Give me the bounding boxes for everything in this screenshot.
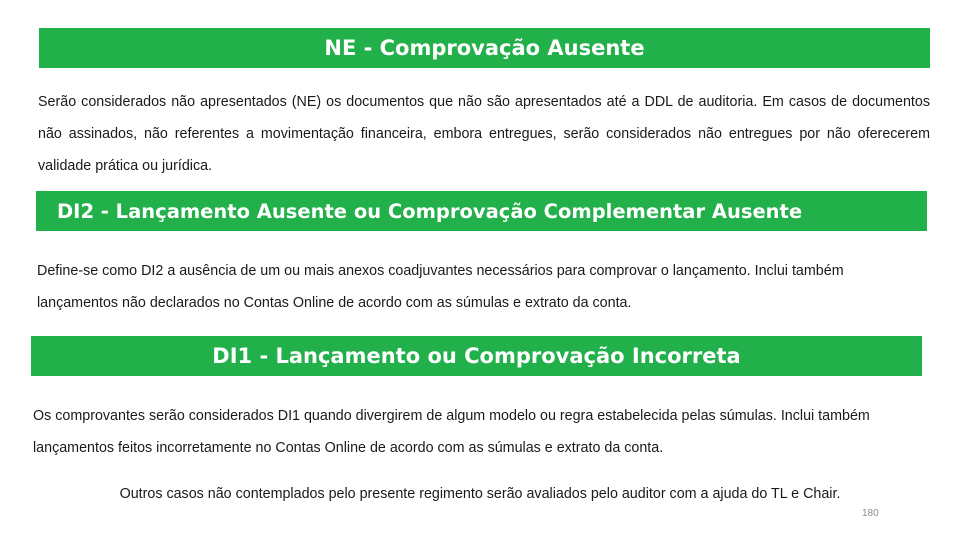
- section-title-ne: NE - Comprovação Ausente: [39, 28, 930, 68]
- section-text-di2: Define-se como DI2 a ausência de um ou mais anexos coadjuvantes necessários para comprovar o lançamento. Inclui também lançamentos não declarados no Contas Online de acordo com as súmulas e extrato da conta.: [37, 263, 844, 311]
- section-title-di1: DI1 - Lançamento ou Comprovação Incorreta: [31, 336, 922, 376]
- section-text-ne: Serão considerados não apresentados (NE) os documentos que não são apresentados até a DDL de auditoria. Em casos de documentos não assinados, não referentes a movimentação financeira, embora entregues, serão considerados não entregues por não oferecerem validade prática ou jurídica.: [38, 94, 930, 174]
- section-title-di2: DI2 - Lançamento Ausente ou Comprovação Complementar Ausente: [36, 191, 927, 231]
- section-text-di1: Os comprovantes serão considerados DI1 quando divergirem de algum modelo ou regra estabelecida pelas súmulas. Inclui também lançamentos feitos incorretamente no Contas Online de acordo com as súmulas e extrato da conta.: [33, 408, 870, 456]
- footer-note: Outros casos não contemplados pelo presente regimento serão avaliados pelo auditor com a ajuda do TL e Chair.: [119, 486, 841, 502]
- page-number: 180: [862, 508, 879, 519]
